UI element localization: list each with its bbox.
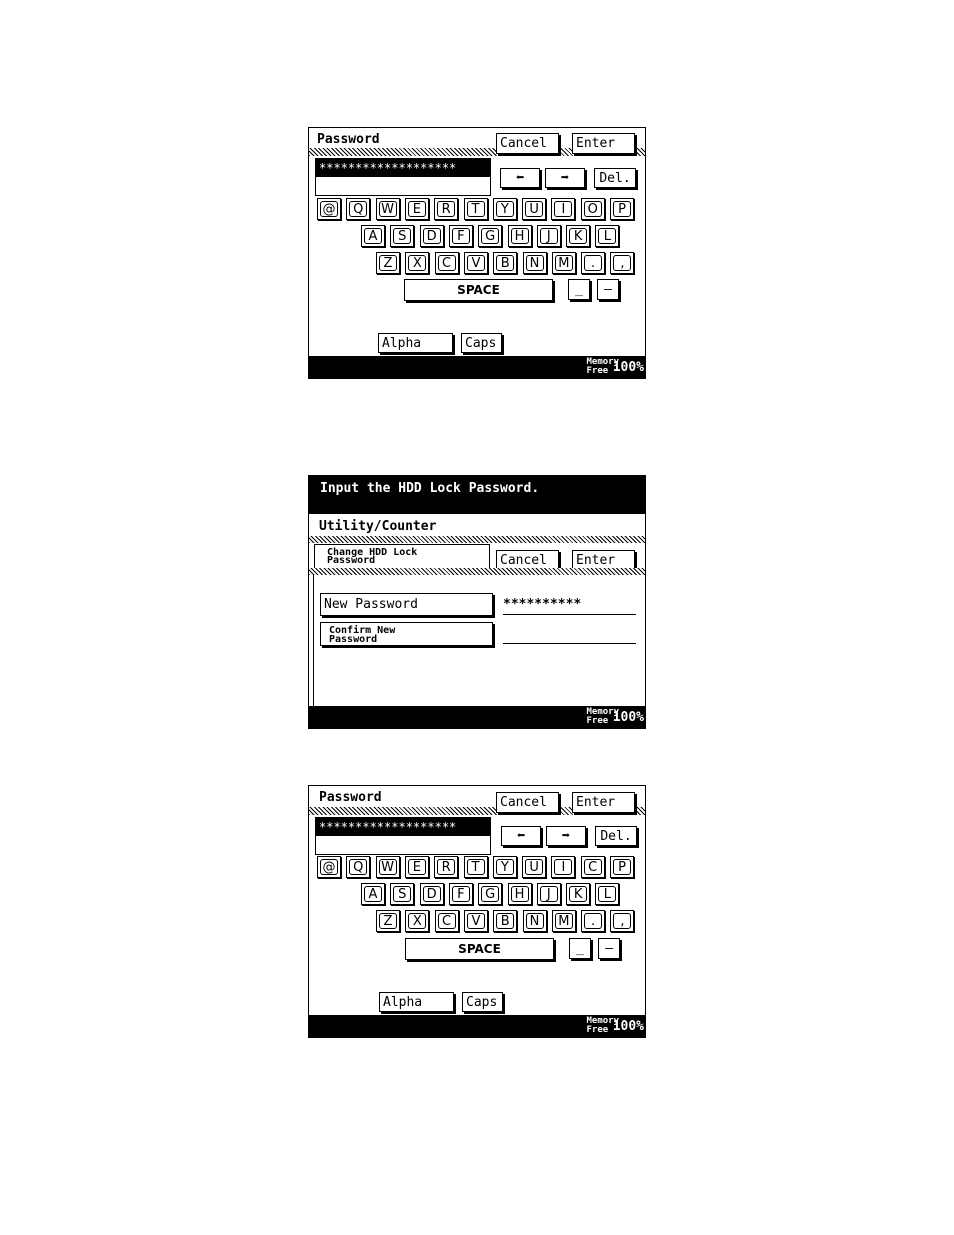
key-label: . <box>584 255 602 271</box>
cancel-button[interactable]: Cancel <box>496 792 559 813</box>
key-row1-7[interactable] <box>522 198 546 220</box>
confirm-label-line1: Confirm New <box>329 625 396 636</box>
memory-label-line2: Free <box>586 1025 609 1035</box>
confirm-new-password-button[interactable] <box>320 622 493 646</box>
key-row1-6[interactable] <box>493 856 517 878</box>
key-label: X <box>408 913 426 929</box>
key-row1-3[interactable] <box>405 198 429 220</box>
key-row3-8[interactable] <box>610 910 634 932</box>
key-row3-6[interactable] <box>552 252 576 274</box>
key-row2-7[interactable] <box>566 883 590 905</box>
key-row3-7[interactable] <box>581 910 605 932</box>
key-row2-8[interactable] <box>595 883 619 905</box>
delete-button[interactable]: Del. <box>594 168 636 188</box>
key-label: R <box>437 859 455 875</box>
memory-label-line2: Free <box>586 716 609 726</box>
key-row3-2[interactable] <box>435 252 459 274</box>
key-label: W <box>379 201 397 217</box>
key-label: Y <box>496 201 514 217</box>
key-row2-2[interactable] <box>420 225 444 247</box>
key-label: N <box>526 913 544 929</box>
space-button[interactable]: SPACE <box>404 279 553 301</box>
password-mask: ******************* <box>316 159 490 177</box>
key-row1-6[interactable] <box>493 198 517 220</box>
key-label: L <box>598 886 616 902</box>
new-password-value: ********** <box>503 597 582 612</box>
key-row1-8[interactable] <box>551 856 575 878</box>
key-label: B <box>496 913 514 929</box>
key-label: G <box>481 886 499 902</box>
key-row1-0[interactable] <box>317 856 341 878</box>
key-label: N <box>526 255 544 271</box>
key-label: C <box>438 255 456 271</box>
key-row1-5[interactable] <box>464 856 488 878</box>
key-row2-2[interactable] <box>420 883 444 905</box>
key-row2-0[interactable] <box>361 883 385 905</box>
memory-label-line1: Memory <box>586 1016 619 1026</box>
key-row1-10[interactable] <box>610 198 634 220</box>
key-label: R <box>437 201 455 217</box>
cursor-left-button[interactable]: ⬅ <box>501 826 541 846</box>
key-label: D <box>423 886 441 902</box>
tab-divider <box>309 568 645 575</box>
password-keyboard-screen <box>308 127 646 379</box>
breadcrumb: Utility/Counter <box>319 519 437 534</box>
key-row3-3[interactable] <box>464 910 488 932</box>
key-label: H <box>511 228 529 244</box>
key-label: K <box>569 886 587 902</box>
status-bar <box>309 1015 645 1037</box>
screen-title: Password <box>319 790 382 805</box>
confirm-password-underline <box>503 643 636 644</box>
key-row1-4[interactable] <box>434 198 458 220</box>
key-label: I <box>554 201 572 217</box>
key-row3-8[interactable] <box>610 252 634 274</box>
key-label: P <box>613 201 631 217</box>
key-row2-3[interactable] <box>449 883 473 905</box>
tab-change-hdd-lock-password <box>314 544 490 570</box>
key-label: M <box>555 255 573 271</box>
key-label: M <box>555 913 573 929</box>
key-row3-7[interactable] <box>581 252 605 274</box>
key-label: A <box>364 228 382 244</box>
key-row1-7[interactable] <box>522 856 546 878</box>
key-label: J <box>540 886 558 902</box>
memory-percent: 100% <box>612 1019 644 1034</box>
key-label: C <box>584 859 602 875</box>
key-row1-1[interactable] <box>346 856 370 878</box>
status-bar <box>309 356 645 378</box>
key-row3-5[interactable] <box>523 252 547 274</box>
enter-button[interactable]: Enter <box>572 792 635 813</box>
key-label: V <box>467 913 485 929</box>
key-row3-5[interactable] <box>523 910 547 932</box>
key-row1-9[interactable] <box>581 856 605 878</box>
key-label: S <box>393 886 411 902</box>
key-label: @ <box>320 859 338 875</box>
memory-percent: 100% <box>612 360 644 375</box>
space-button[interactable]: SPACE <box>405 938 554 960</box>
dash-key[interactable]: — <box>597 279 619 300</box>
key-row1-3[interactable] <box>405 856 429 878</box>
key-row3-0[interactable] <box>376 910 400 932</box>
key-row2-8[interactable] <box>595 225 619 247</box>
key-label: , <box>613 255 631 271</box>
tab-label-line1: Change HDD Lock <box>327 547 418 558</box>
key-row1-2[interactable] <box>376 198 400 220</box>
key-label: . <box>584 913 602 929</box>
cancel-button[interactable]: Cancel <box>496 133 559 154</box>
key-row2-4[interactable] <box>478 225 502 247</box>
breadcrumb-divider <box>309 536 645 543</box>
key-row1-4[interactable] <box>434 856 458 878</box>
key-row1-0[interactable] <box>317 198 341 220</box>
key-label: P <box>613 859 631 875</box>
key-row2-4[interactable] <box>478 883 502 905</box>
key-row3-4[interactable] <box>493 252 517 274</box>
key-row2-5[interactable] <box>508 883 532 905</box>
key-row3-6[interactable] <box>552 910 576 932</box>
cursor-left-button[interactable]: ⬅ <box>500 168 540 188</box>
key-label: W <box>379 859 397 875</box>
key-label: Z <box>379 913 397 929</box>
memory-label-line2: Free <box>586 366 609 376</box>
key-row3-1[interactable] <box>405 910 429 932</box>
cursor-right-button[interactable]: ➡ <box>546 826 586 846</box>
enter-button[interactable]: Enter <box>572 550 635 571</box>
key-label: K <box>569 228 587 244</box>
delete-button[interactable]: Del. <box>595 826 637 846</box>
key-label: D <box>423 228 441 244</box>
key-label: L <box>598 228 616 244</box>
screen-title: Password <box>317 132 380 147</box>
key-label: Q <box>349 859 367 875</box>
key-row1-1[interactable] <box>346 198 370 220</box>
key-label: A <box>364 886 382 902</box>
key-label: F <box>452 228 470 244</box>
alpha-button[interactable]: Alpha <box>379 992 454 1012</box>
key-label: @ <box>320 201 338 217</box>
password-mask: ******************* <box>316 818 490 836</box>
confirm-label-line2: Password <box>329 634 378 645</box>
key-label: T <box>467 859 485 875</box>
key-label: E <box>408 859 426 875</box>
key-row3-2[interactable] <box>435 910 459 932</box>
alpha-button[interactable]: Alpha <box>378 333 453 353</box>
key-row1-9[interactable] <box>581 198 605 220</box>
key-label: E <box>408 201 426 217</box>
key-label: H <box>511 886 529 902</box>
key-row2-6[interactable] <box>537 225 561 247</box>
key-label: G <box>481 228 499 244</box>
key-label: F <box>452 886 470 902</box>
key-label: , <box>613 913 631 929</box>
key-row2-1[interactable] <box>390 225 414 247</box>
instruction-message: Input the HDD Lock Password. <box>309 476 645 514</box>
key-label: U <box>525 201 543 217</box>
key-label: I <box>554 859 572 875</box>
password-field[interactable] <box>315 158 491 196</box>
key-row3-3[interactable] <box>464 252 488 274</box>
new-password-button[interactable]: New Password <box>320 593 493 616</box>
key-row1-10[interactable] <box>610 856 634 878</box>
key-row2-7[interactable] <box>566 225 590 247</box>
memory-label-line1: Memory <box>586 357 619 367</box>
dash-key[interactable]: — <box>598 938 620 959</box>
caps-button[interactable]: Caps <box>461 333 502 353</box>
password-field[interactable] <box>315 817 491 855</box>
enter-button[interactable]: Enter <box>572 133 635 154</box>
new-password-underline <box>503 614 636 615</box>
key-label: Y <box>496 859 514 875</box>
memory-label-line1: Memory <box>586 707 619 717</box>
password-keyboard-screen-2 <box>308 785 646 1038</box>
key-label: Q <box>349 201 367 217</box>
status-bar <box>309 706 645 728</box>
key-row3-4[interactable] <box>493 910 517 932</box>
key-row2-0[interactable] <box>361 225 385 247</box>
key-row3-1[interactable] <box>405 252 429 274</box>
key-label: J <box>540 228 558 244</box>
key-row2-1[interactable] <box>390 883 414 905</box>
key-label: V <box>467 255 485 271</box>
key-label: C <box>438 913 456 929</box>
key-row2-6[interactable] <box>537 883 561 905</box>
key-label: S <box>393 228 411 244</box>
caps-button[interactable]: Caps <box>462 992 503 1012</box>
key-label: O <box>584 201 602 217</box>
cancel-button[interactable]: Cancel <box>496 550 559 571</box>
hdd-lock-password-screen <box>308 475 646 729</box>
key-label: T <box>467 201 485 217</box>
key-row3-0[interactable] <box>376 252 400 274</box>
key-label: Z <box>379 255 397 271</box>
key-row2-3[interactable] <box>449 225 473 247</box>
cursor-right-button[interactable]: ➡ <box>545 168 585 188</box>
key-row1-8[interactable] <box>551 198 575 220</box>
memory-percent: 100% <box>612 710 644 725</box>
underscore-key[interactable]: _ <box>568 279 590 300</box>
underscore-key[interactable]: _ <box>569 938 591 959</box>
key-row2-5[interactable] <box>508 225 532 247</box>
key-label: B <box>496 255 514 271</box>
tab-label-line2: Password <box>327 555 376 566</box>
key-row1-5[interactable] <box>464 198 488 220</box>
key-label: U <box>525 859 543 875</box>
key-row1-2[interactable] <box>376 856 400 878</box>
key-label: X <box>408 255 426 271</box>
